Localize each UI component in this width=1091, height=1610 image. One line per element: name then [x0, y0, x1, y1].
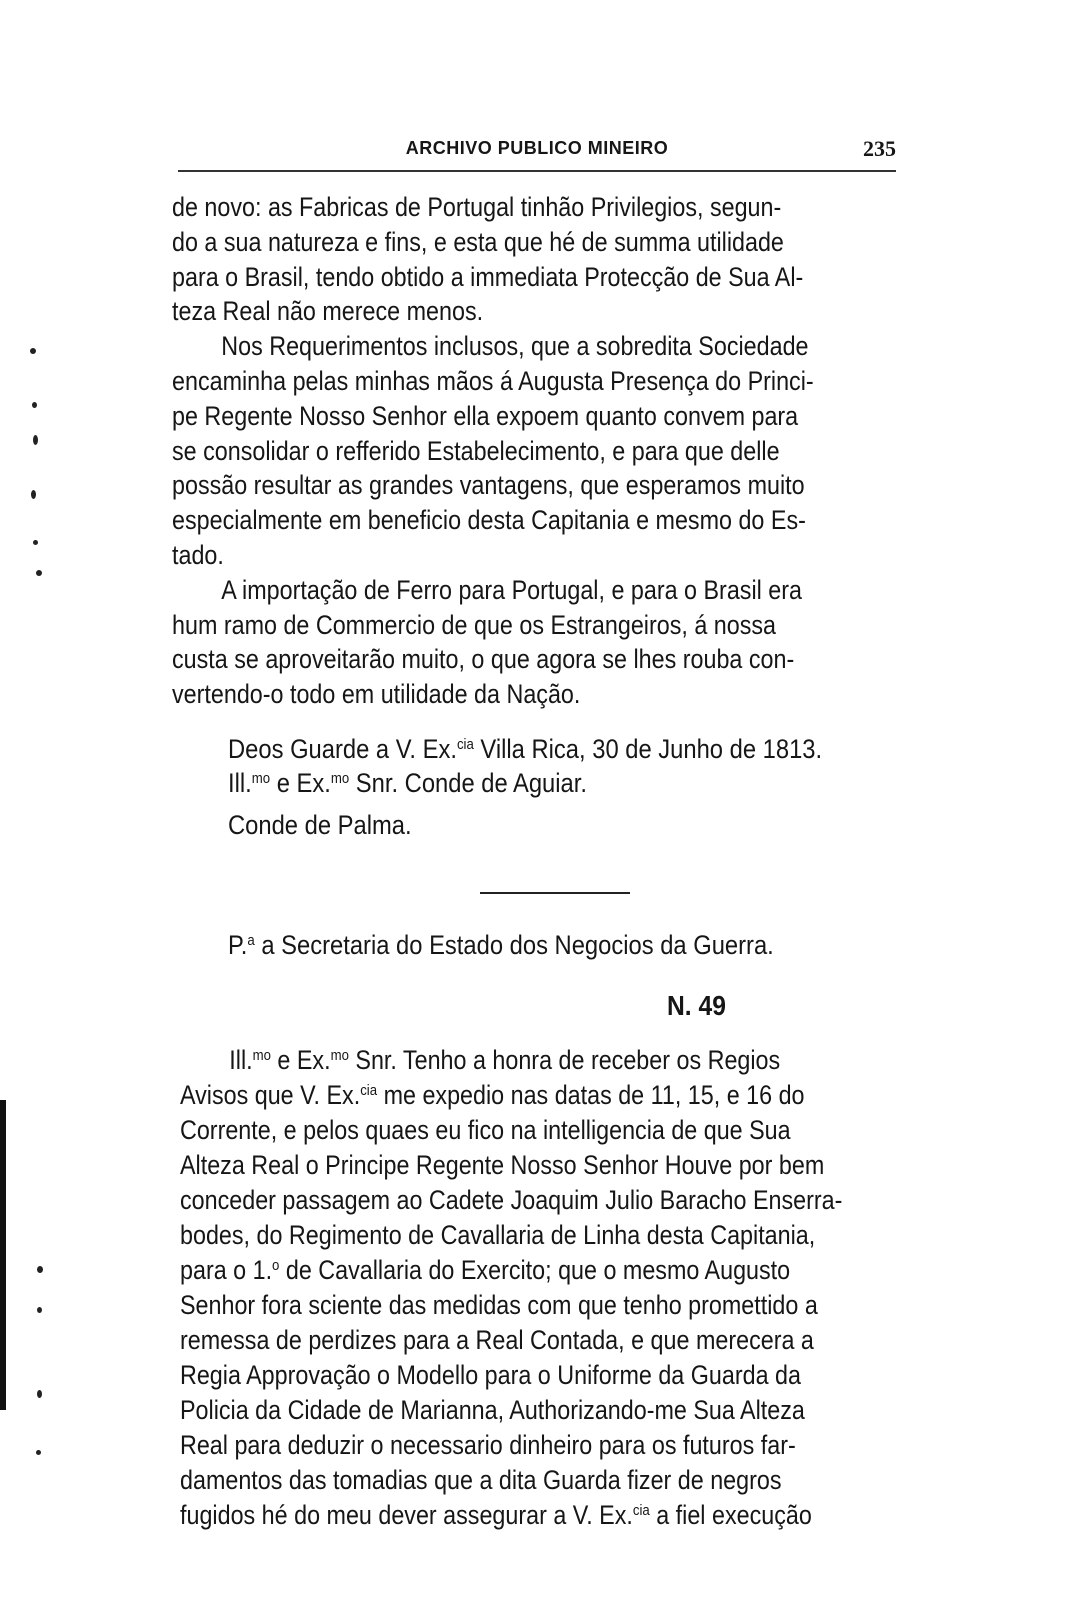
- scan-dot: [33, 435, 38, 445]
- text-line: [180, 1358, 893, 1393]
- text-line: encaminha pelas minhas mãos á Augusta Presença do Princi-: [172, 365, 814, 396]
- addressee-line: [228, 768, 587, 799]
- text-segment: Alteza Real o Principe Regente Nosso Senhor Houve por bem: [180, 1150, 825, 1180]
- text-segment: me expedio nas datas de 11, 15, e 16 do: [377, 1080, 805, 1110]
- text-segment: de Cavallaria do Exercito; que o mesmo Augusto: [279, 1255, 791, 1285]
- text-line: tado.: [172, 539, 224, 570]
- text-line: [180, 1183, 893, 1218]
- text-line: hum ramo de Commercio de que os Estrangeiros, á nossa: [172, 609, 777, 640]
- superscript: mo: [330, 1047, 349, 1064]
- text-segment: Regia Approvação o Modello para o Uniforme da Guarda da: [180, 1360, 801, 1390]
- letter-49-body: [180, 1043, 893, 1533]
- text-line: de novo: as Fabricas de Portugal tinhão Privilegios, segun-: [172, 192, 782, 222]
- scan-dot: [33, 540, 38, 545]
- text-line: [180, 1428, 893, 1463]
- text-line: se consolidar o refferido Estabelecimento, e para que delle: [172, 435, 780, 466]
- text-line: do a sua natureza e fins, e esta que hé de summa utilidade: [172, 226, 784, 257]
- superscript: cia: [360, 1082, 378, 1099]
- scan-dot: [32, 402, 37, 408]
- scan-dot: [37, 1266, 43, 1273]
- superscript: a: [247, 932, 255, 949]
- text-line: possão resultar as grandes vantagens, que esperamos muito: [172, 470, 805, 501]
- text-line: pe Regente Nosso Senhor ella expoem quanto convem para: [172, 400, 799, 431]
- page-header: [178, 136, 896, 166]
- text-line: [180, 1253, 893, 1288]
- scan-dot: [30, 348, 36, 354]
- scan-dot: [31, 490, 36, 499]
- text-line: [180, 1148, 893, 1183]
- page-number: 235: [863, 136, 896, 161]
- document-number: N. 49: [667, 990, 726, 1021]
- addressee-name: Snr. Conde de Aguiar.: [349, 768, 587, 798]
- signature: Conde de Palma.: [228, 810, 412, 840]
- paragraph-3: [172, 573, 898, 712]
- text-line: teza Real não merece menos.: [172, 296, 484, 327]
- text-line: [180, 1463, 893, 1498]
- superscript: cia: [456, 736, 474, 753]
- closing-place-date: Villa Rica, 30 de Junho de 1813.: [473, 734, 823, 764]
- text-line: especialmente em beneficio desta Capitania e mesmo do Es-: [172, 505, 806, 536]
- text-segment: Avisos que V. Ex.: [180, 1080, 361, 1110]
- text-line: [180, 1113, 893, 1148]
- running-title: ARCHIVO PUBLICO MINEIRO: [405, 138, 669, 158]
- paragraph-2: [172, 329, 898, 573]
- address-rest: a Secretaria do Estado dos Negocios da Guerra.: [254, 930, 774, 960]
- text-segment: damentos das tomadias que a dita Guarda fizer de negros: [180, 1465, 782, 1495]
- text-segment: Senhor fora sciente das medidas com que tenho promettido a: [180, 1290, 818, 1320]
- text-segment: Snr. Tenho a honra de receber os Regios: [348, 1045, 781, 1075]
- text-line: [180, 1288, 893, 1323]
- separator-line: [480, 892, 630, 894]
- closing-line: [228, 734, 822, 765]
- superscript: cia: [632, 1502, 650, 1519]
- superscript: mo: [330, 770, 350, 787]
- text-line: custa se aproveitarão muito, o que agora se lhes rouba con-: [172, 644, 795, 675]
- header-rule: [178, 170, 896, 172]
- text-segment: e Ex.: [270, 1045, 331, 1075]
- scan-dot: [37, 1390, 42, 1398]
- addressee-mid: e Ex.: [270, 768, 331, 798]
- superscript: o: [272, 1257, 280, 1274]
- text-segment: conceder passagem ao Cadete Joaquim Julio Baracho Enserra-: [180, 1185, 843, 1215]
- closing-greeting: Deos Guarde a V. Ex.: [228, 734, 457, 764]
- address-prefix: P.: [228, 930, 248, 960]
- addressee-prefix: Ill.: [228, 768, 252, 798]
- text-segment: para o 1.: [180, 1255, 273, 1285]
- letter-body: [172, 190, 898, 712]
- text-line: [180, 1043, 893, 1078]
- text-line: vertendo-o todo em utilidade da Nação.: [172, 679, 581, 710]
- text-segment: Corrente, e pelos quaes eu fico na intelligencia de que Sua: [180, 1115, 791, 1145]
- scan-dot: [37, 1307, 42, 1313]
- text-segment: Ill.: [229, 1045, 253, 1075]
- scan-edge-mark: [0, 1100, 6, 1410]
- text-line: [180, 1498, 893, 1533]
- text-line: Nos Requerimentos inclusos, que a sobredita Sociedade: [221, 331, 809, 362]
- text-segment: bodes, do Regimento de Cavallaria de Linha desta Capitania,: [180, 1220, 816, 1250]
- text-line: [180, 1393, 893, 1428]
- scan-dot: [36, 570, 42, 576]
- superscript: mo: [252, 1047, 271, 1064]
- text-line: para o Brasil, tendo obtido a immediata Protecção de Sua Al-: [172, 261, 804, 292]
- text-line: [180, 1218, 893, 1253]
- paragraph-1: [172, 190, 898, 329]
- text-segment: a fiel execução: [649, 1500, 812, 1530]
- text-line: A importação de Ferro para Portugal, e para o Brasil era: [221, 574, 802, 605]
- text-line: [180, 1078, 893, 1113]
- text-segment: remessa de perdizes para a Real Contada, e que merecera a: [180, 1325, 814, 1355]
- address-line: [228, 930, 774, 961]
- text-segment: Policia da Cidade de Marianna, Authorizando-me Sua Alteza: [180, 1395, 805, 1425]
- text-segment: Real para deduzir o necessario dinheiro para os futuros far-: [180, 1430, 796, 1460]
- scan-dot: [36, 1450, 41, 1455]
- text-line: [180, 1323, 893, 1358]
- superscript: mo: [251, 770, 271, 787]
- text-segment: fugidos hé do meu dever assegurar a V. Ex.: [180, 1500, 633, 1530]
